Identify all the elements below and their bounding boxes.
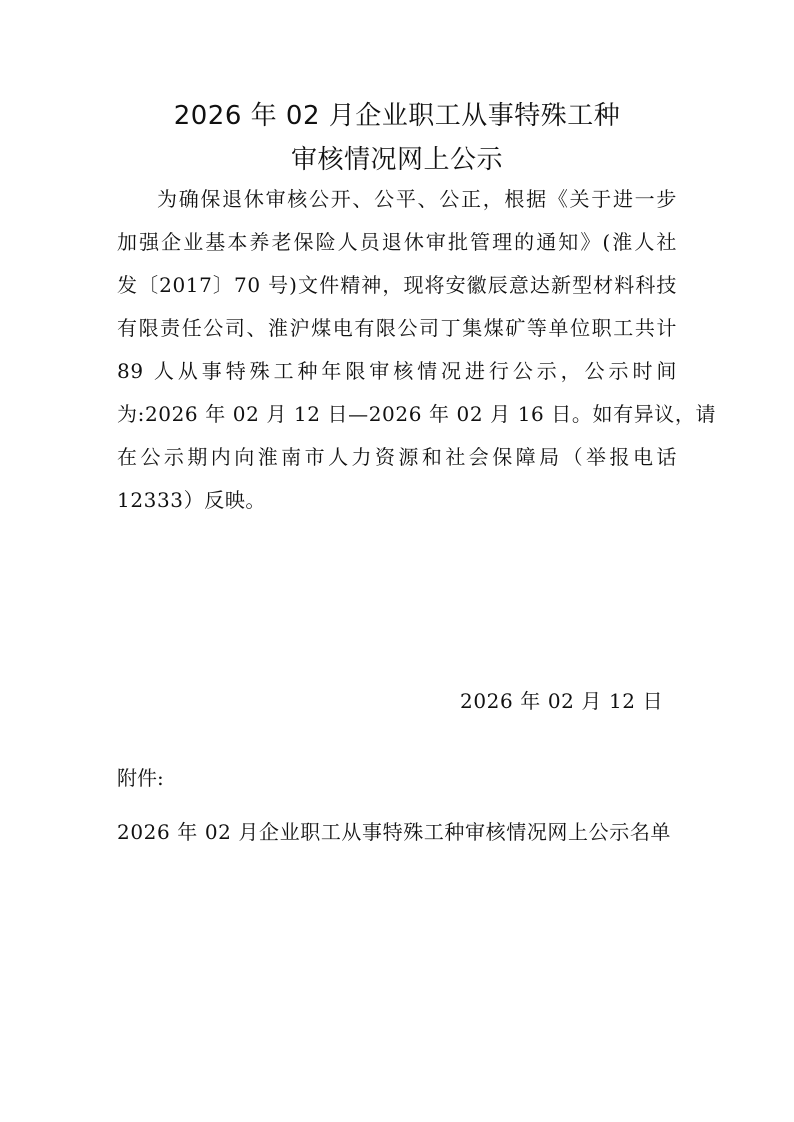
body-line-3: 发〔2017〕70 号)文件精神，现将安徽辰意达新型材料科技: [117, 273, 677, 297]
body-line-5: 89 人从事特殊工种年限审核情况进行公示，公示时间: [117, 359, 677, 383]
body-line-6: 为:2026 年 02 月 12 日—2026 年 02 月 16 日。如有异议，请: [117, 402, 717, 426]
body-line-8: 12333）反映。: [117, 488, 267, 512]
body-line-2: 加强企业基本养老保险人员退休审批管理的通知》(淮人社: [117, 230, 677, 254]
attachment-item: 2026 年 02 月企业职工从事特殊工种审核情况网上公示名单: [117, 820, 672, 844]
body-line-1: 为确保退休审核公开、公平、公正，根据《关于进一步: [157, 187, 677, 211]
document-title-line-1: 2026 年 02 月企业职工从事特殊工种: [173, 101, 621, 131]
document-title-line-2: 审核情况网上公示: [290, 145, 503, 175]
body-line-4: 有限责任公司、淮沪煤电有限公司丁集煤矿等单位职工共计: [117, 316, 677, 340]
body-line-7: 在公示期内向淮南市人力资源和社会保障局（举报电话: [117, 445, 677, 469]
attachment-label: 附件:: [117, 766, 164, 790]
document-date: 2026 年 02 月 12 日: [460, 689, 664, 713]
